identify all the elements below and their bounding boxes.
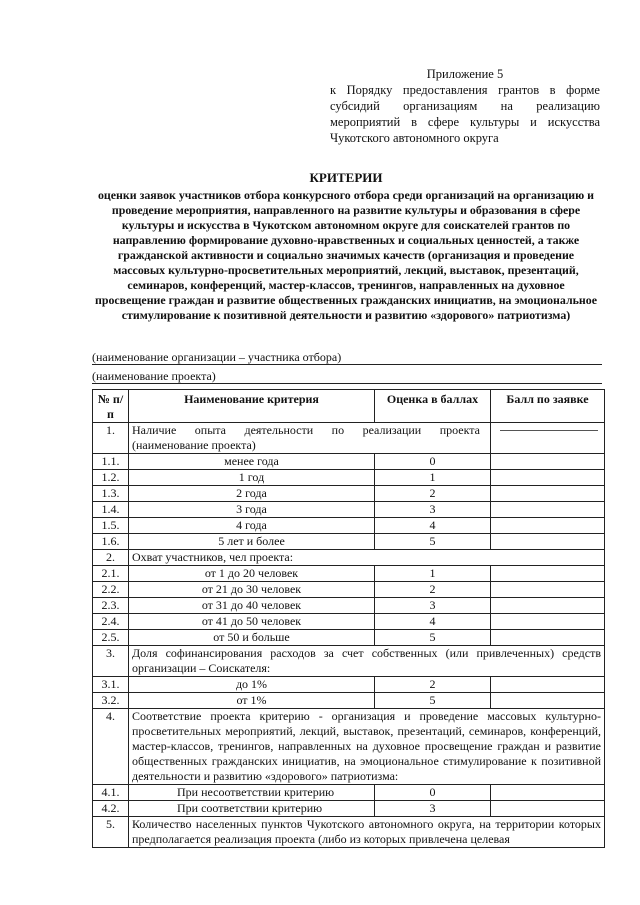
row-application-score[interactable] — [491, 785, 605, 801]
row-score: 2 — [375, 486, 491, 502]
row-number: 5. — [93, 817, 129, 848]
row-application-score[interactable] — [491, 470, 605, 486]
row-application-score[interactable] — [491, 566, 605, 582]
table-row — [93, 677, 605, 693]
table-row — [93, 502, 605, 518]
row-criterion: от 41 до 50 человек — [129, 614, 375, 630]
row-criterion: от 1% — [129, 693, 375, 709]
header-criterion: Наименование критерия — [129, 390, 375, 423]
row-application-score[interactable] — [491, 677, 605, 693]
row-number: 1.5. — [93, 518, 129, 534]
row-application-score[interactable] — [491, 454, 605, 470]
row-criterion: от 50 и больше — [129, 630, 375, 646]
row-number: 1.1. — [93, 454, 129, 470]
row-number: 2.5. — [93, 630, 129, 646]
row-criterion: Наличие опыта деятельности по реализации проекта (наименование проекта) — [129, 423, 491, 454]
row-criterion: 5 лет и более — [129, 534, 375, 550]
appendix-block — [330, 66, 600, 146]
row-number: 1.3. — [93, 486, 129, 502]
table-row — [93, 534, 605, 550]
row-criterion: Количество населенных пунктов Чукотского автономного округа, на территории которых предполагается реализация проекта (либо из которых привлечена целевая — [129, 817, 605, 848]
appendix-text: к Порядку предоставления грантов в форме субсидий организациям на реализацию мероприятий в сфере культуры и искусства Чукотского автономного округа — [330, 83, 600, 145]
row-criterion: до 1% — [129, 677, 375, 693]
application-score-blank — [500, 429, 598, 431]
table-row — [93, 598, 605, 614]
header-application-score: Балл по заявке — [491, 390, 605, 423]
table-row — [93, 518, 605, 534]
row-criterion: от 21 до 30 человек — [129, 582, 375, 598]
row-criterion: При соответствии критерию — [129, 801, 375, 817]
table-row — [93, 801, 605, 817]
row-application-score[interactable] — [491, 582, 605, 598]
table-row — [93, 709, 605, 785]
row-application-score[interactable] — [491, 630, 605, 646]
row-number: 1.2. — [93, 470, 129, 486]
row-number: 3.2. — [93, 693, 129, 709]
row-number: 2. — [93, 550, 129, 566]
row-number: 1. — [93, 423, 129, 454]
row-application-score[interactable] — [491, 598, 605, 614]
row-criterion: 3 года — [129, 502, 375, 518]
row-score: 4 — [375, 614, 491, 630]
row-number: 3. — [93, 646, 129, 677]
table-row — [93, 785, 605, 801]
header-score: Оценка в баллах — [375, 390, 491, 423]
row-criterion: Соответствие проекта критерию - организация и проведение массовых культурно-просветительных мероприятий, лекций, выставок, презентаций, семинаров, конференций, мастер-классов, тренингов, направленных на духовное просвещение граждан и развитие общественных гражданских инициатив, на эмоциональное стимулирование к позитивной деятельности и развитию «здорового» патриотизма: — [129, 709, 605, 785]
row-application-score[interactable] — [491, 614, 605, 630]
row-number: 4. — [93, 709, 129, 785]
row-criterion: 2 года — [129, 486, 375, 502]
project-name-line: (наименование проекта) — [92, 369, 602, 384]
table-row — [93, 817, 605, 848]
row-application-score[interactable] — [491, 486, 605, 502]
row-score: 4 — [375, 518, 491, 534]
row-application-score[interactable] — [491, 801, 605, 817]
table-row — [93, 693, 605, 709]
table-row — [93, 486, 605, 502]
header-number: № п/п — [93, 390, 129, 423]
table-row — [93, 646, 605, 677]
row-criterion: от 31 до 40 человек — [129, 598, 375, 614]
row-criterion: от 1 до 20 человек — [129, 566, 375, 582]
row-score: 2 — [375, 677, 491, 693]
row-criterion: 1 год — [129, 470, 375, 486]
row-score: 1 — [375, 470, 491, 486]
table-row — [93, 423, 605, 454]
row-criterion: При несоответствии критерию — [129, 785, 375, 801]
table-header-row — [93, 390, 605, 423]
appendix-number: Приложение 5 — [426, 67, 504, 81]
table-row — [93, 566, 605, 582]
row-criterion: Доля софинансирования расходов за счет собственных (или привлеченных) средств организации – Соискателя: — [129, 646, 605, 677]
row-number: 1.4. — [93, 502, 129, 518]
row-application-score[interactable] — [491, 693, 605, 709]
row-score: 3 — [375, 502, 491, 518]
row-application-score[interactable] — [491, 502, 605, 518]
row-score: 2 — [375, 582, 491, 598]
row-criterion: менее года — [129, 454, 375, 470]
row-score: 3 — [375, 598, 491, 614]
table-row — [93, 550, 605, 566]
row-score: 5 — [375, 630, 491, 646]
table-row — [93, 454, 605, 470]
row-application-score[interactable] — [491, 423, 605, 454]
row-score: 5 — [375, 693, 491, 709]
row-number: 2.3. — [93, 598, 129, 614]
row-number: 4.2. — [93, 801, 129, 817]
row-number: 2.1. — [93, 566, 129, 582]
table-row — [93, 614, 605, 630]
row-number: 2.4. — [93, 614, 129, 630]
table-row — [93, 630, 605, 646]
row-score: 0 — [375, 785, 491, 801]
row-score: 1 — [375, 566, 491, 582]
row-criterion: Охват участников, чел проекта: — [129, 550, 605, 566]
row-score: 3 — [375, 801, 491, 817]
row-criterion: 4 года — [129, 518, 375, 534]
row-number: 2.2. — [93, 582, 129, 598]
row-score: 5 — [375, 534, 491, 550]
document-subtitle: оценки заявок участников отбора конкурсного отбора среди организаций на организацию и проведение мероприятия, направленного на развитие культуры и образования в сфере культуры и искусства в Чукотском автономном округе для соискателей грантов по направлению формирование духовно-нравственных и социальных ценностей, а также гражданской активности и социально значимых качеств (организация и проведение массовых культурно-просветительных мероприятий, лекций, выставок, презентаций, семинаров, конференций, мастер-классов, тренингов, направленных на духовное просвещение граждан и развитие общественных гражданских инициатив, на эмоциональное стимулирование к позитивной деятельности и развитию «здорового» патриотизма) — [95, 188, 597, 322]
row-application-score[interactable] — [491, 534, 605, 550]
table-body — [93, 423, 605, 848]
criteria-table — [92, 389, 605, 848]
table-row — [93, 582, 605, 598]
row-number: 4.1. — [93, 785, 129, 801]
organization-name-line: (наименование организации – участника отбора) — [92, 350, 602, 365]
row-score: 0 — [375, 454, 491, 470]
document-title: КРИТЕРИИ — [309, 170, 383, 185]
row-number: 1.6. — [93, 534, 129, 550]
row-number: 3.1. — [93, 677, 129, 693]
row-application-score[interactable] — [491, 518, 605, 534]
table-row — [93, 470, 605, 486]
